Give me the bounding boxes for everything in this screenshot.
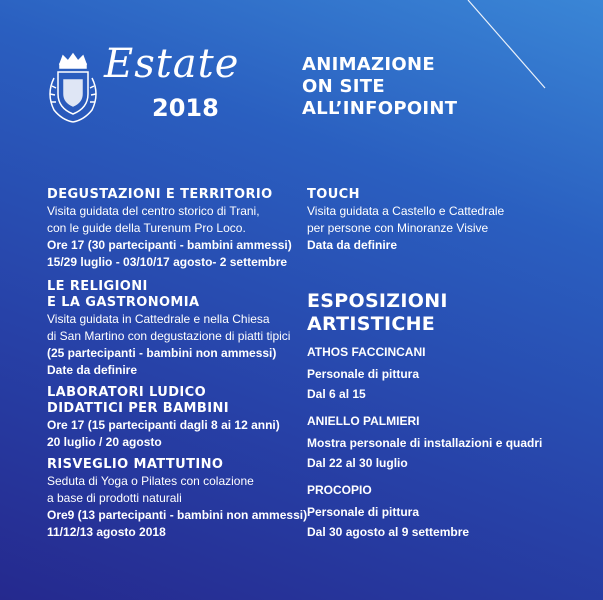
section-text: a base di prodotti naturali (47, 491, 182, 505)
section-heading: RISVEGLIO MATTUTINO (47, 457, 224, 472)
exhibit-item (307, 344, 597, 404)
hero-title (302, 54, 457, 120)
section-touch (307, 187, 597, 254)
exhibit-artist: ATHOS FACCINCANI (307, 345, 426, 359)
section-heading: LE RELIGIONI (47, 279, 148, 294)
hero-title-line: ON SITE (302, 76, 385, 97)
section-text: Visita guidata in Cattedrale e nella Chiesa (47, 312, 270, 326)
exhibit-dates: Dal 30 agosto al 9 settembre (307, 525, 470, 539)
exhibit-artist: ANIELLO PALMIERI (307, 414, 420, 428)
exhibit-description: Mostra personale di installazioni e quadri (307, 436, 543, 450)
exhibit-item (307, 413, 597, 473)
section-dates: Data da definire (307, 238, 398, 252)
section-text: Visita guidata del centro storico di Trani, (47, 204, 260, 218)
section-text: di San Martino con degustazione di piatti tipici (47, 329, 291, 343)
section-text: Seduta di Yoga o Pilates con colazione (47, 474, 254, 488)
exhibitions-heading-line: ESPOSIZIONI (307, 290, 448, 312)
logo-estate-text: Estate (104, 41, 240, 87)
exhibit-description: Personale di pittura (307, 505, 420, 519)
exhibit-description: Personale di pittura (307, 367, 420, 381)
logo-year-text: 2018 (152, 94, 219, 122)
section-text: Visita guidata a Castello e Cattedrale (307, 204, 505, 218)
section-text: con le guide della Turenum Pro Loco. (47, 221, 246, 235)
section-degustazioni (47, 187, 297, 271)
section-schedule: (25 partecipanti - bambini non ammessi) (47, 346, 277, 360)
city-crest-icon (44, 50, 102, 126)
exhibit-dates: Dal 22 al 30 luglio (307, 456, 408, 470)
section-dates: 15/29 luglio - 03/10/17 agosto- 2 settembre (47, 255, 288, 269)
exhibit-item (307, 482, 597, 542)
hero-title-line: ALL’INFOPOINT (302, 98, 458, 119)
section-risveglio (47, 457, 308, 541)
section-text: per persone con Minoranze Visive (307, 221, 489, 235)
section-dates: Date da definire (47, 363, 138, 377)
exhibit-dates: Dal 6 al 15 (307, 387, 366, 401)
section-schedule: Ore 17 (30 partecipanti - bambini ammessi) (47, 238, 292, 252)
section-dates: 20 luglio / 20 agosto (47, 435, 162, 449)
right-column (307, 187, 597, 542)
section-schedule: Ore9 (13 partecipanti - bambini non ammessi) (47, 508, 308, 522)
exhibit-artist: PROCOPIO (307, 483, 372, 497)
section-heading: TOUCH (307, 187, 360, 202)
exhibitions-heading-line: ARTISTICHE (307, 313, 436, 335)
section-schedule: Ore 17 (15 partecipanti dagli 8 ai 12 anni) (47, 418, 280, 432)
section-heading: DIDATTICI PER BAMBINI (47, 401, 229, 416)
section-heading: LABORATORI LUDICO (47, 385, 207, 400)
section-dates: 11/12/13 agosto 2018 (47, 525, 166, 539)
left-column (47, 187, 308, 541)
section-laboratori (47, 385, 297, 451)
section-heading: E LA GASTRONOMIA (47, 295, 200, 310)
hero-title-line: ANIMAZIONE (302, 54, 435, 75)
section-heading: DEGUSTAZIONI E TERRITORIO (47, 187, 273, 202)
exhibitions-heading (307, 290, 597, 336)
section-religioni (47, 279, 297, 379)
